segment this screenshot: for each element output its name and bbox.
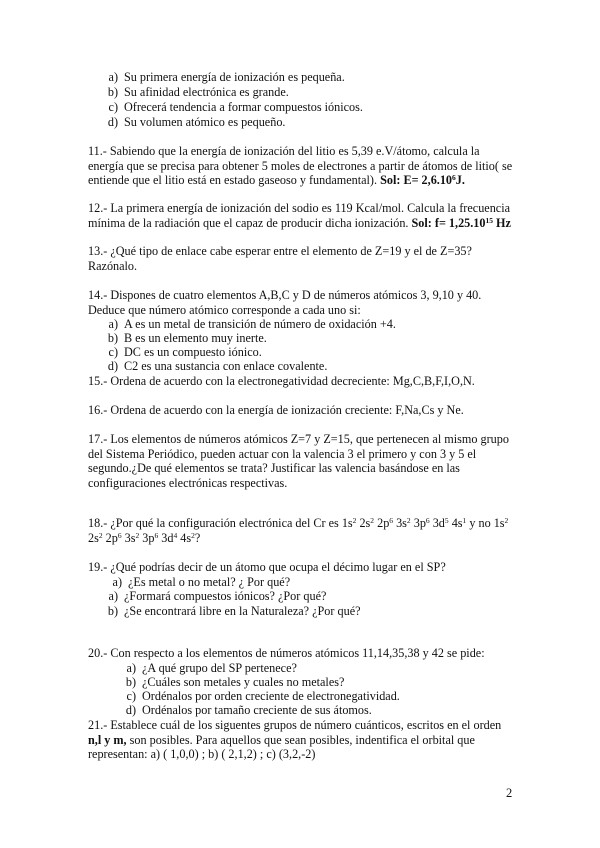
list-item: d) Su volumen atómico es pequeño. bbox=[107, 115, 286, 129]
question-17: 17.- Los elementos de números atómicos Z=7 y Z=15, que pertenecen al mismo grupo del Sistema Periódico, pueden actuar con la valencia 3 el primero y con 3 y 5 el segundo.¿De qué elementos se trata? Justificar las valencia basándose en las configuraciones electrónicas respectivas. bbox=[88, 432, 509, 490]
list-item: c) Ordénalos por orden creciente de electronegatividad. bbox=[126, 689, 400, 703]
list-item: d) Ordénalos por tamaño creciente de sus átomos. bbox=[125, 703, 372, 717]
solution: Sol: $E= 2,6.10^6J$. bbox=[380, 173, 465, 188]
question-15: 15.- Ordena de acuerdo con la electronegatividad decreciente: Mg,C,B,F,I,O,N. bbox=[88, 374, 475, 388]
question-12: 12.- La primera energía de ionización del sodio es 119 Kcal/mol. Calcula la frecuencia mínima de la radiación que el capaz de producir dicha ionización. Sol: $f= 1,25.10^{15}$ Hz bbox=[88, 201, 511, 230]
list-item: a) ¿Formará compuestos iónicos? ¿Por qué? bbox=[108, 589, 327, 603]
list-item: c) DC es un compuesto iónico. bbox=[108, 345, 262, 359]
question-20: 20.- Con respecto a los elementos de números atómicos 11,14,35,38 y 42 se pide: bbox=[88, 646, 485, 660]
list-item: b) Su afinidad electrónica es grande. bbox=[107, 85, 289, 99]
list-item: b) ¿Se encontrará libre en la Naturaleza? ¿Por qué? bbox=[107, 604, 361, 618]
question-14: 14.- Dispones de cuatro elementos A,B,C y D de números atómicos 3, 9,10 y 40. Deduce que número atómico corresponde a cada uno si: bbox=[88, 288, 482, 317]
list-item: c) Ofrecerá tendencia a formar compuestos iónicos. bbox=[108, 100, 363, 114]
question-16: 16.- Ordena de acuerdo con la energía de ionización creciente: F,Na,Cs y Ne. bbox=[88, 403, 464, 417]
question-18: 18.- ¿Por qué la configuración electrónica del Cr es $1s^2$ $2s^2$ $2p^6$ $3s^2$ $3p^6$ $3d^5$ $4s^1$ y no $1s^2$ $2s^2$ $2p^6$ $3s^2$ $3p^6$ $3d^4$ $4s^2$? bbox=[88, 516, 509, 545]
list-item: a) ¿Es metal o no metal? ¿ Por qué? bbox=[112, 575, 291, 589]
list-item: d) C2 es una sustancia con enlace covalente. bbox=[107, 359, 328, 373]
configuration: $1s^2$ $2s^2$ $2p^6$ $3s^2$ $3p^6$ $3d^5$ $4s^1$ bbox=[341, 516, 467, 530]
question-13: 13.- ¿Qué tipo de enlace cabe esperar entre el elemento de Z=19 y el de Z=35? Razónalo. bbox=[88, 244, 472, 273]
question-11: 11.- Sabiendo que la energía de ionización del litio es 5,39 e.V/átomo, calcula la energía que se precisa para obtener 5 moles de electrones a partir de átomos de litio( se entiende que el litio está en estado gaseoso y fundamental). Sol: $E= 2,6.10^6J$. bbox=[88, 144, 513, 188]
question-19: 19.- ¿Qué podrías decir de un átomo que ocupa el décimo lugar en el SP? bbox=[88, 560, 446, 574]
question-21: 21.- Establece cuál de los siguentes grupos de número cuánticos, escritos en el orden n,l y m, son posibles. Para aquellos que sean posibles, indentifica el orbital que representan: a) ( 1,0,0) ; b) ( 2,1,2) ; c) (3,2,-2) bbox=[88, 718, 502, 762]
list-item: a) Su primera energía de ionización es pequeña. bbox=[108, 70, 345, 84]
configuration: $2s^2$ $2p^6$ $3s^2$ $3p^6$ $3d^4$ $4s^2$ bbox=[88, 530, 195, 545]
list-item: a) A es un metal de transición de número de oxidación +4. bbox=[108, 317, 396, 331]
solution: Sol: $f= 1,25.10^{15}$ Hz bbox=[411, 215, 511, 230]
page-number: 2 bbox=[506, 786, 513, 800]
list-item: a) ¿A qué grupo del SP pertenece? bbox=[126, 661, 297, 675]
list-item: b) ¿Cuáles son metales y cuales no metales? bbox=[125, 675, 345, 689]
list-item: b) B es un elemento muy inerte. bbox=[107, 331, 267, 345]
